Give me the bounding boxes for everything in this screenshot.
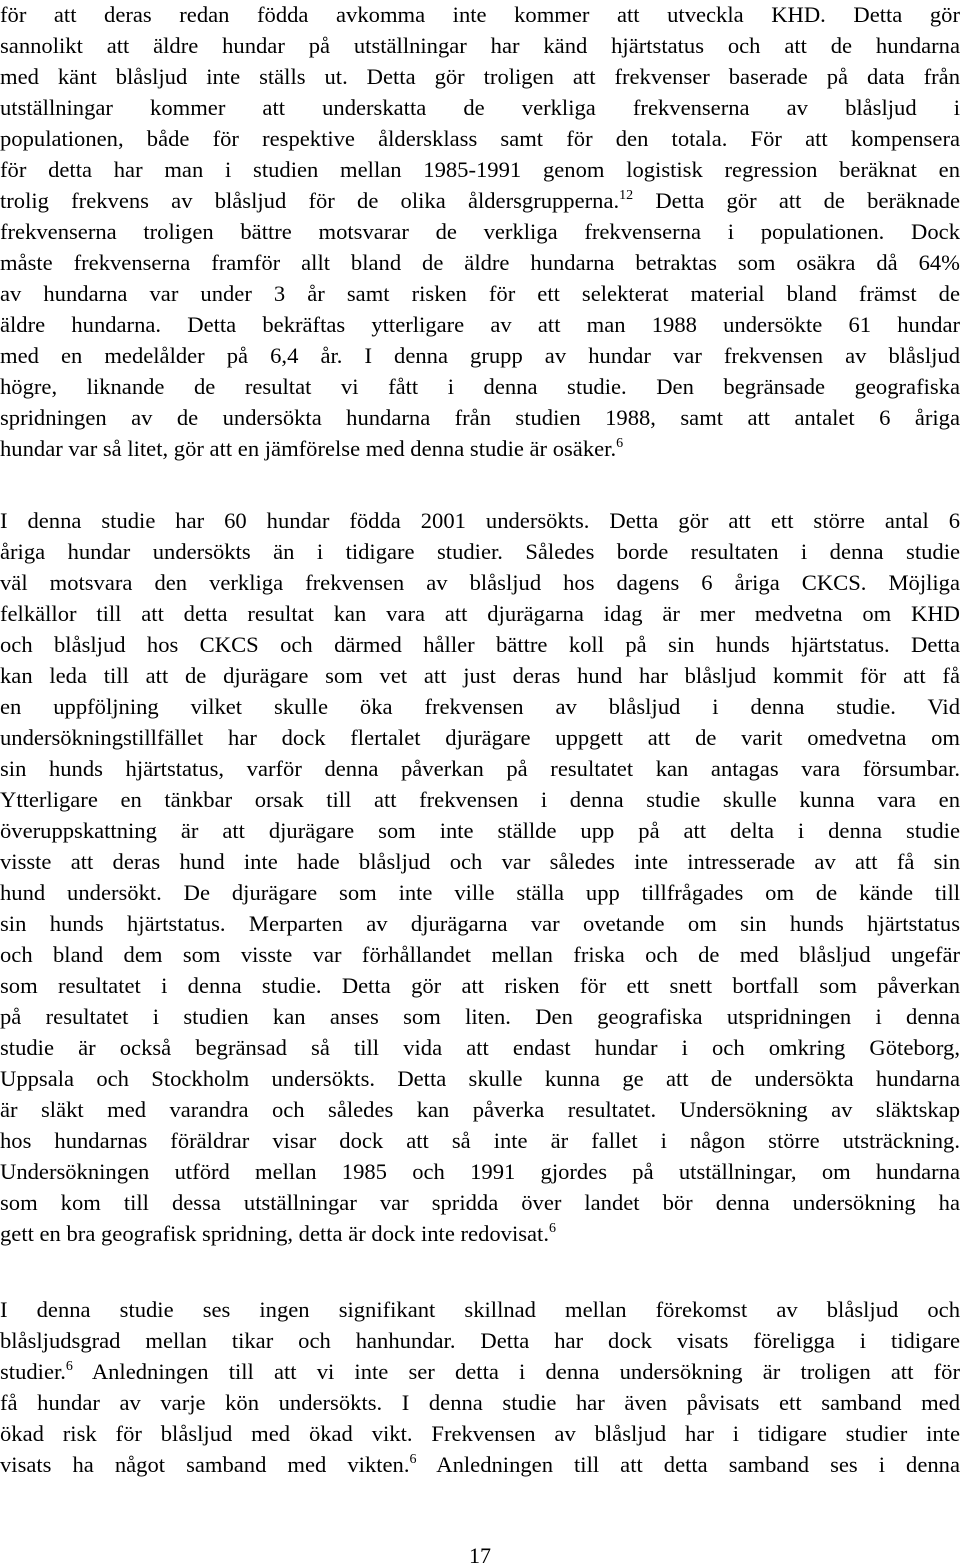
line-text: studier. bbox=[0, 1359, 66, 1384]
text-line bbox=[0, 32, 960, 60]
line-text: I denna studie ses ingen signifikant skillnad mellan förekomst av blåsljud och bbox=[0, 1297, 960, 1322]
text-line bbox=[0, 848, 960, 876]
text-line bbox=[0, 662, 960, 690]
line-text: av hundarna var under 3 år samt risken för ett selekterat material bland främst de bbox=[0, 281, 960, 306]
text-line bbox=[0, 63, 960, 91]
line-text: ökad risk för blåsljud med ökad vikt. Frekvensen av blåsljud har i tidigare studier inte bbox=[0, 1421, 960, 1446]
footnote-reference: 12 bbox=[619, 187, 634, 203]
line-text: trolig frekvens av blåsljud för de olika åldersgrupperna. bbox=[0, 188, 620, 213]
text-line bbox=[0, 435, 960, 463]
text-line bbox=[0, 404, 960, 432]
text-line bbox=[0, 311, 960, 339]
text-line bbox=[0, 879, 960, 907]
line-text: äldre hundarna. Detta bekräftas ytterligare av att man 1988 undersökte 61 hundar bbox=[0, 312, 960, 337]
line-text-continued: Detta gör att de beräknade bbox=[633, 188, 960, 213]
line-text: för att deras redan födda avkomma inte kommer att utveckla KHD. Detta gör bbox=[0, 2, 960, 27]
line-text-continued: Anledningen till att detta samband ses i denna bbox=[416, 1452, 960, 1477]
line-text: Ytterligare en tänkbar orsak till att frekvensen i denna studie skulle kunna vara en bbox=[0, 787, 960, 812]
footnote-reference: 6 bbox=[409, 1451, 417, 1467]
line-text: visste att deras hund inte hade blåsljud och var således inte intresserade av att få sin bbox=[0, 849, 960, 874]
line-text: Undersökningen utförd mellan 1985 och 1991 gjordes på utställningar, om hundarna bbox=[0, 1159, 960, 1184]
line-text: Uppsala och Stockholm undersökts. Detta skulle kunna ge att de undersökta hundarna bbox=[0, 1066, 960, 1091]
text-line bbox=[0, 786, 960, 814]
line-text: frekvenserna troligen bättre motsvarar de verkliga frekvenserna i populationen. Dock bbox=[0, 219, 960, 244]
line-text-continued: Anledningen till att vi inte ser detta i denna undersökning är troligen att för bbox=[72, 1359, 960, 1384]
line-text: överuppskattning är att djurägare som inte ställde upp på att delta i denna studie bbox=[0, 818, 960, 843]
line-text: utställningar kommer att underskatta de verkliga frekvenserna av blåsljud i bbox=[0, 95, 960, 120]
text-line bbox=[0, 218, 960, 246]
text-line bbox=[0, 187, 960, 215]
line-text: högre, liknande de resultat vi fått i denna studie. Den begränsade geografiska bbox=[0, 374, 960, 399]
line-text: få hundar av varje kön undersökts. I denna studie har även påvisats ett samband med bbox=[0, 1390, 960, 1415]
line-text: I denna studie har 60 hundar födda 2001 undersökts. Detta gör att ett större antal 6 bbox=[0, 508, 960, 533]
footnote-reference: 6 bbox=[616, 435, 624, 451]
line-text: med känt blåsljud inte ställs ut. Detta gör troligen att frekvenser baserade på data från bbox=[0, 64, 960, 89]
text-line bbox=[0, 755, 960, 783]
text-line bbox=[0, 156, 960, 184]
text-line bbox=[0, 1127, 960, 1155]
text-line bbox=[0, 817, 960, 845]
text-line bbox=[0, 1096, 960, 1124]
text-line bbox=[0, 600, 960, 628]
text-line bbox=[0, 538, 960, 566]
text-line bbox=[0, 724, 960, 752]
line-text: hund undersökt. De djurägare som inte ville ställa upp tillfrågades om de kände till bbox=[0, 880, 960, 905]
line-text: studie är också begränsad så till vida att endast hundar i och omkring Göteborg, bbox=[0, 1035, 960, 1060]
line-text: på resultatet i studien kan anses som liten. Den geografiska utspridningen i denna bbox=[0, 1004, 960, 1029]
text-line bbox=[0, 1220, 960, 1248]
line-text: spridningen av de undersökta hundarna från studien 1988, samt att antalet 6 åriga bbox=[0, 405, 960, 430]
line-text: kan leda till att de djurägare som vet att just deras hund har blåsljud kommit för att få bbox=[0, 663, 960, 688]
text-line bbox=[0, 1, 960, 29]
line-text: en uppföljning vilket skulle öka frekvensen av blåsljud i denna studie. Vid bbox=[0, 694, 960, 719]
text-line bbox=[0, 631, 960, 659]
line-text: sin hunds hjärtstatus. Merparten av djurägarna var ovetande om sin hunds hjärtstatus bbox=[0, 911, 960, 936]
text-line bbox=[0, 1451, 960, 1479]
page-number: 17 bbox=[469, 1543, 491, 1568]
line-text: hundar var så litet, gör att en jämförelse med denna studie är osäker. bbox=[0, 436, 617, 461]
text-line bbox=[0, 1296, 960, 1324]
line-text: blåsljudsgrad mellan tikar och hanhundar. Detta har dock visats föreligga i tidigare bbox=[0, 1328, 960, 1353]
line-text: för detta har man i studien mellan 1985-1991 genom logistisk regression beräknat en bbox=[0, 157, 960, 182]
text-line bbox=[0, 1389, 960, 1417]
text-line bbox=[0, 910, 960, 938]
line-text: väl motsvara den verkliga frekvensen av blåsljud hos dagens 6 åriga CKCS. Möjliga bbox=[0, 570, 960, 595]
text-line bbox=[0, 1003, 960, 1031]
line-text: gett en bra geografisk spridning, detta är dock inte redovisat. bbox=[0, 1221, 549, 1246]
text-line bbox=[0, 1327, 960, 1355]
text-line bbox=[0, 1158, 960, 1186]
text-line bbox=[0, 373, 960, 401]
text-line bbox=[0, 507, 960, 535]
line-text: som resultatet i denna studie. Detta gör att risken för ett snett bortfall som påverkan bbox=[0, 973, 960, 998]
line-text: hos hundarnas föräldrar visar dock att så inte är fallet i någon större utsträckning. bbox=[0, 1128, 960, 1153]
text-line bbox=[0, 94, 960, 122]
text-line bbox=[0, 1420, 960, 1448]
text-line bbox=[0, 569, 960, 597]
line-text: och bland dem som visste var förhållandet mellan friska och de med blåsljud ungefär bbox=[0, 942, 960, 967]
text-line bbox=[0, 693, 960, 721]
text-line bbox=[0, 125, 960, 153]
line-text: populationen, både för respektive åldersklass samt för den totala. För att kompensera bbox=[0, 126, 960, 151]
text-line bbox=[0, 1358, 960, 1386]
line-text: felkällor till att detta resultat kan vara att djurägarna idag är mer medvetna om KHD bbox=[0, 601, 960, 626]
line-text: som kom till dessa utställningar var spridda över landet bör denna undersökning ha bbox=[0, 1190, 960, 1215]
text-line bbox=[0, 280, 960, 308]
text-line bbox=[0, 1189, 960, 1217]
line-text: är släkt med varandra och således kan påverka resultatet. Undersökning av släktskap bbox=[0, 1097, 960, 1122]
line-text: sin hunds hjärtstatus, varför denna påverkan på resultatet kan antagas vara försumbar. bbox=[0, 756, 960, 781]
text-line bbox=[0, 972, 960, 1000]
line-text: visats ha något samband med vikten. bbox=[0, 1452, 410, 1477]
text-line bbox=[0, 342, 960, 370]
text-line bbox=[0, 249, 960, 277]
footnote-reference: 6 bbox=[65, 1358, 73, 1374]
line-text: undersökningstillfället har dock flertalet djurägare uppgett att de varit omedvetna om bbox=[0, 725, 960, 750]
line-text: åriga hundar undersökts än i tidigare studier. Således borde resultaten i denna studie bbox=[0, 539, 960, 564]
line-text: med en medelålder på 6,4 år. I denna grupp av hundar var frekvensen av blåsljud bbox=[0, 343, 960, 368]
text-line bbox=[0, 1065, 960, 1093]
footnote-reference: 6 bbox=[548, 1220, 556, 1236]
text-line bbox=[0, 941, 960, 969]
line-text: och blåsljud hos CKCS och därmed håller bättre koll på sin hunds hjärtstatus. Detta bbox=[0, 632, 960, 657]
line-text: sannolikt att äldre hundar på utställningar har känd hjärtstatus och att de hundarna bbox=[0, 33, 960, 58]
text-line bbox=[0, 1034, 960, 1062]
line-text: måste frekvenserna framför allt bland de äldre hundarna betraktas som osäkra då 64% bbox=[0, 250, 960, 275]
